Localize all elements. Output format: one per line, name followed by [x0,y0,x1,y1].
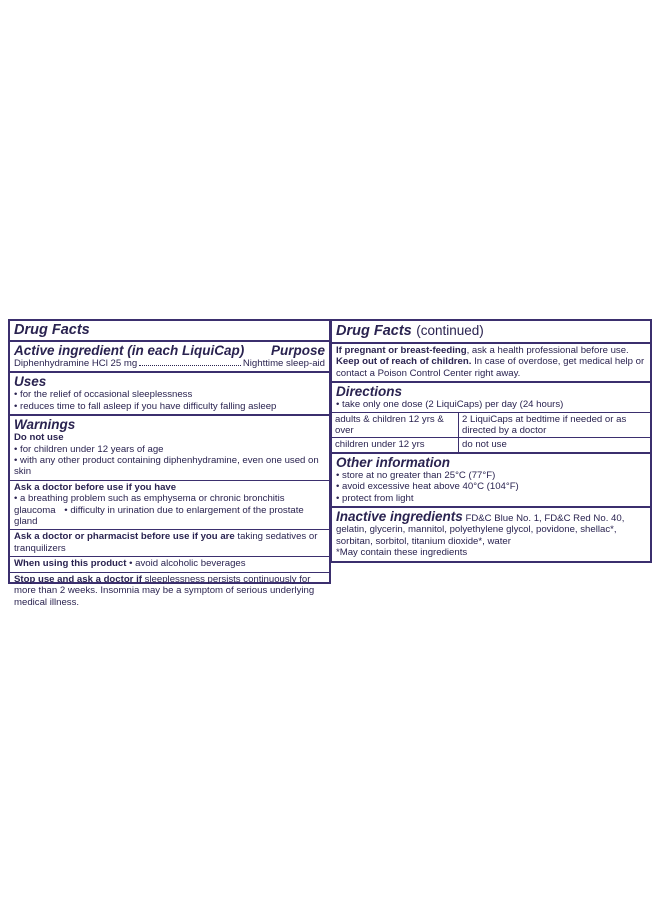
other-information-section [332,452,650,506]
overdose-text: In case of overdose, get medical help or contact a Poison Control Center right away. [336,356,645,379]
other-item: • avoid excessive heat above 40°C (104°F) [336,481,646,492]
warnings-section [10,414,329,480]
keep-out-label: Keep out of reach of children. [336,356,472,368]
directions-intro: • take only one dose (2 LiquiCaps) per day (24 hours) [336,399,646,410]
active-ingredient-heading: Active ingredient (in each LiquiCap) [14,343,245,358]
when-using-text: avoid alcoholic beverages [135,558,246,570]
uses-heading: Uses [14,374,47,390]
ask-doctor-item: difficulty in urination due to enlargement of the prostate gland [14,504,304,528]
title-text: Drug Facts [336,323,412,339]
drug-facts-title [10,321,329,340]
title-text: Drug Facts [14,322,90,338]
do-not-use-item: • for children under 12 years of age [14,444,325,455]
directions-table [332,412,650,452]
warnings-heading: Warnings [14,417,76,433]
other-item: • protect from light [336,493,646,504]
inactive-note: *May contain these ingredients [336,547,468,559]
other-information-heading: Other information [336,454,450,470]
table-row [332,438,650,452]
ask-doctor-item: • a breathing problem such as emphysema or chronic bronchitis [14,493,325,504]
other-item: • store at no greater than 25°C (77°F) [336,470,646,481]
inactive-ingredients-section [332,506,650,561]
drug-facts-panel-left [8,319,331,608]
ask-pharmacist-text: taking sedatives or tranquilizers [14,531,318,554]
stop-use-section [10,572,329,610]
table-cell: do not use [459,438,651,452]
stop-use-text: sleeplessness persists continuously for more than 2 weeks. Insomnia may be a symptom of serious underlying medical illness. [14,573,315,608]
purpose-heading: Purpose [270,343,325,358]
inactive-ingredients-heading: Inactive ingredients [336,509,463,525]
table-cell: 2 LiquiCaps at bedtime if needed or as directed by a doctor [459,412,651,438]
inactive-ingredients-text: FD&C Blue No. 1, FD&C Red No. 40, gelatin, glycerin, mannitol, polyethylene glycol, povidone, shellac*, sorbitan, sorbitol, titanium dioxide*, water [336,513,625,547]
ask-pharmacist-section [10,529,329,556]
directions-heading: Directions [336,384,403,400]
do-not-use-item: • with any other product containing diphenhydramine, even one used on skin [14,455,325,478]
pregnancy-text: , ask a health professional before use. [466,345,629,356]
ingredient-name: Diphenhydramine HCl 25 mg [14,358,138,369]
leader-dots [139,364,241,366]
drug-facts-title-continued [332,321,650,342]
ask-doctor-label: Ask a doctor before use if you have [14,481,177,493]
table-cell: children under 12 yrs [332,438,459,452]
table-cell: adults & children 12 yrs & over [332,412,459,438]
ask-doctor-item: glaucoma [14,504,56,516]
directions-section [332,381,650,452]
drug-facts-panel-right [330,319,652,563]
uses-item: • reduces time to fall asleep if you have difficulty falling asleep [14,401,325,412]
title-continued: (continued) [416,323,484,338]
active-ingredient-section [10,340,329,371]
pregnancy-section [332,342,650,381]
ingredient-purpose: Nighttime sleep-aid [242,358,325,369]
stop-use-label: Stop use and ask a doctor if [14,573,142,585]
pregnancy-label: If pregnant or breast-feeding [336,345,467,356]
uses-item: • for the relief of occasional sleeplessness [14,389,325,400]
ask-doctor-section: Ask a doctor before use if you have • a breathing problem such as emphysema or chronic bronchitis glaucoma • difficulty in urination due to enlargement of the prostate gland [10,480,329,530]
ask-pharmacist-label: Ask a doctor or pharmacist before use if you are [14,531,235,543]
do-not-use-label: Do not use [14,432,64,444]
when-using-label: When using this product [14,558,127,570]
uses-section [10,371,329,414]
table-row [332,412,650,438]
when-using-section: When using this product • avoid alcoholic beverages [10,556,329,571]
